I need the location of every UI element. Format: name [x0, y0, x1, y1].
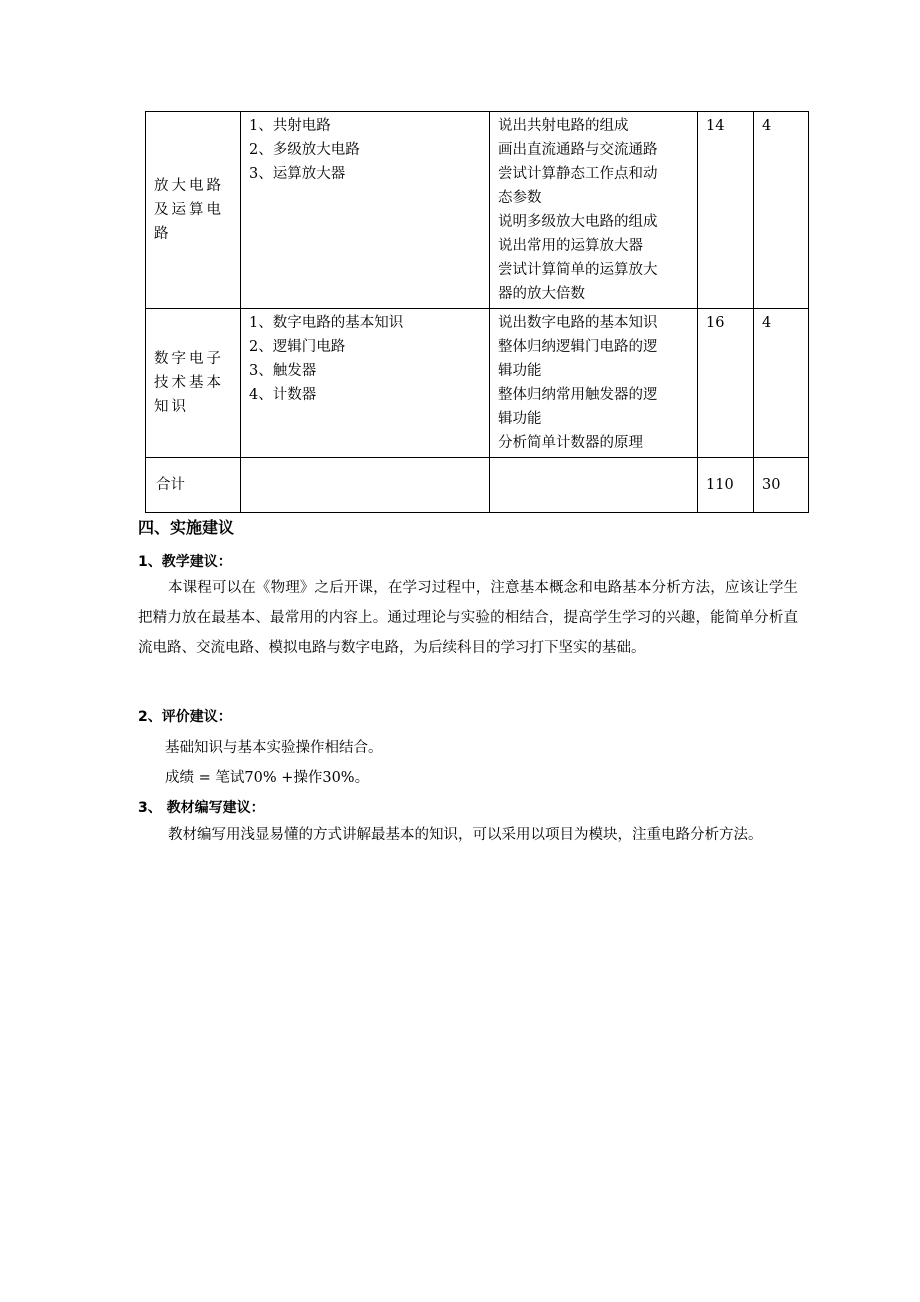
- table-row: [146, 112, 809, 309]
- requirement-line: 说出数字电路的基本知识: [498, 315, 658, 331]
- total-row: [146, 458, 809, 513]
- topic-line: 及运算电: [154, 202, 224, 218]
- requirements-cell: [490, 309, 698, 458]
- topic-line: 放大电路: [154, 178, 224, 194]
- requirement-line: 画出直流通路与交流通路: [498, 142, 658, 158]
- requirement-line: 辑功能: [498, 411, 542, 427]
- hours-total-cell: 16: [698, 309, 754, 458]
- requirement-line: 说出共射电路的组成: [498, 118, 629, 134]
- list-item: 3、运算放大器: [249, 166, 346, 182]
- evaluation-line-2: 成绩 = 笔试70% +操作30%。: [165, 770, 370, 786]
- teaching-paragraph: 本课程可以在《物理》之后开课，在学习过程中，注意基本概念和电路基本分析方法，应该让学生把精力放在最基本、最常用的内容上。通过理论与实验的相结合，提高学生学习的兴趣，能简单分析直流电路、交流电路、模拟电路与数字电路，为后续科目的学习打下坚实的基础。: [138, 580, 798, 656]
- requirement-line: 说出常用的运算放大器: [498, 238, 643, 254]
- requirement-line: 态参数: [498, 190, 542, 206]
- list-item: 3、触发器: [249, 363, 317, 379]
- items-cell: [241, 309, 490, 458]
- list-item: 2、多级放大电路: [249, 142, 360, 158]
- items-cell: [241, 112, 490, 309]
- requirement-line: 整体归纳逻辑门电路的逻: [498, 339, 658, 355]
- total-hours-cell: 110: [698, 458, 754, 513]
- evaluation-heading: 2、评价建议：: [138, 709, 232, 725]
- teaching-heading: 1、教学建议：: [138, 554, 232, 570]
- requirement-line: 器的放大倍数: [498, 286, 585, 302]
- course-content-table: [145, 111, 809, 513]
- topic-cell: [146, 309, 241, 458]
- requirement-line: 尝试计算简单的运算放大: [498, 262, 658, 278]
- topic-cell: [146, 112, 241, 309]
- table-row: [146, 309, 809, 458]
- requirements-cell: [490, 112, 698, 309]
- topic-line: 知识: [154, 399, 189, 415]
- hours-total-cell: 14: [698, 112, 754, 309]
- requirement-line: 辑功能: [498, 363, 542, 379]
- requirement-line: 整体归纳常用触发器的逻: [498, 387, 658, 403]
- hours-lab-cell: 4: [754, 112, 809, 309]
- requirement-line: 说明多级放大电路的组成: [498, 214, 658, 230]
- requirement-line: 尝试计算静态工作点和动: [498, 166, 658, 182]
- requirement-line: 分析简单计数器的原理: [498, 435, 643, 451]
- textbook-heading: 3、 教材编写建议：: [138, 800, 265, 816]
- list-item: 2、逻辑门电路: [249, 339, 346, 355]
- hours-lab-cell: 4: [754, 309, 809, 458]
- section-heading: 四、实施建议: [138, 518, 235, 537]
- topic-line: 数字电子: [154, 351, 224, 367]
- total-lab-cell: 30: [754, 458, 809, 513]
- topic-line: 路: [154, 226, 172, 242]
- list-item: 4、计数器: [249, 387, 317, 403]
- evaluation-line-1: 基础知识与基本实验操作相结合。: [165, 740, 383, 756]
- list-item: 1、共射电路: [249, 118, 331, 134]
- list-item: 1、数字电路的基本知识: [249, 315, 404, 331]
- total-label-cell: 合计: [146, 458, 241, 513]
- topic-line: 技术基本: [154, 375, 224, 391]
- empty-cell: [241, 458, 490, 513]
- textbook-paragraph: 教材编写用浅显易懂的方式讲解最基本的知识，可以采用以项目为模块，注重电路分析方法。: [168, 827, 763, 843]
- empty-cell: [490, 458, 698, 513]
